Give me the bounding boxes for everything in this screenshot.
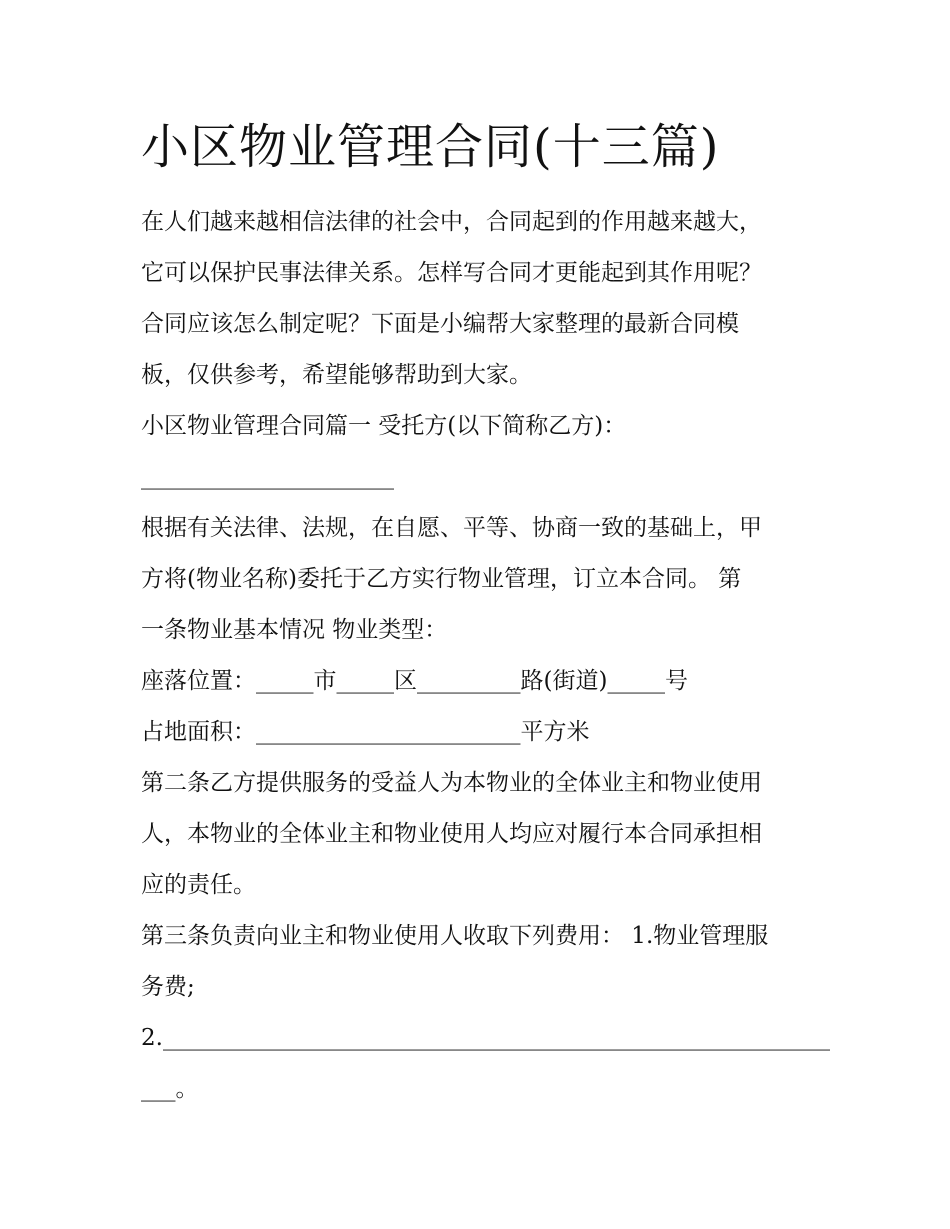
body-line: 务费; [141, 974, 195, 1000]
blank-fill-line: 2.__________________________________________________________ [141, 1025, 830, 1051]
location-fill-line: 座落位置：_____市_____区_________路(街道)_____号 [141, 668, 688, 694]
body-line: 第二条乙方提供服务的受益人为本物业的全体业主和物业使用 [141, 770, 762, 796]
body-line: 人，本物业的全体业主和物业使用人均应对履行本合同承担相 [141, 821, 762, 847]
body-line: 板，仅供参考，希望能够帮助到大家。 [141, 362, 532, 388]
body-line: 根据有关法律、法规，在自愿、平等、协商一致的基础上，甲 [141, 515, 762, 541]
area-fill-line: 占地面积：_______________________平方米 [141, 719, 590, 745]
body-line: 第三条负责向业主和物业使用人收取下列费用： 1.物业管理服 [141, 923, 769, 949]
blank-fill-line: ______________________ [141, 464, 394, 490]
document-title: 小区物业管理合同(十三篇) [141, 119, 720, 175]
body-line: 应的责任。 [141, 872, 256, 898]
blank-fill-line: ___。 [141, 1076, 199, 1102]
body-line: 合同应该怎么制定呢？下面是小编帮大家整理的最新合同模 [141, 311, 739, 337]
section-heading-line: 小区物业管理合同篇一 受托方(以下简称乙方)： [141, 413, 627, 439]
body-line: 在人们越来越相信法律的社会中，合同起到的作用越来越大， [141, 209, 762, 235]
body-line: 一条物业基本情况 物业类型： [141, 617, 448, 643]
document-body [141, 197, 830, 1115]
body-line: 方将(物业名称)委托于乙方实行物业管理，订立本合同。 第 [141, 566, 742, 592]
body-line: 它可以保护民事法律关系。怎样写合同才更能起到其作用呢？ [141, 260, 762, 286]
